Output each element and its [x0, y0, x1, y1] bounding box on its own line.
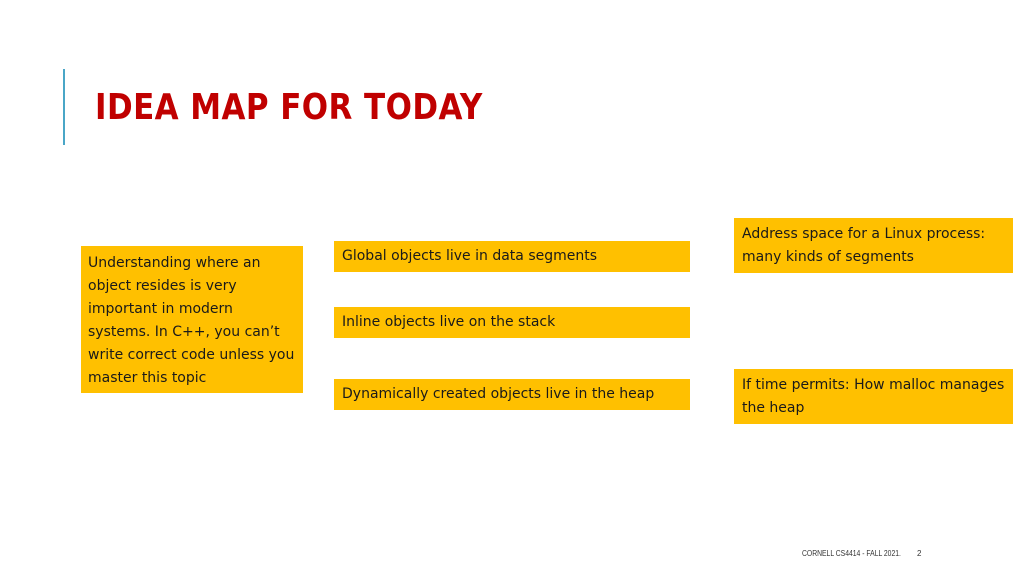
title-accent-bar	[63, 69, 65, 145]
idea-box-inline-objects: Inline objects live on the stack	[334, 307, 690, 338]
idea-box-malloc: If time permits: How malloc manages the heap	[734, 369, 1013, 424]
idea-box-address-space: Address space for a Linux process: many kinds of segments	[734, 218, 1013, 273]
footer-course-label: CORNELL CS4414 - FALL 2021.	[802, 549, 901, 558]
footer-page-number: 2	[917, 549, 922, 558]
slide-title: IDEA MAP FOR TODAY	[95, 87, 483, 128]
idea-box-overview: Understanding where an object resides is very important in modern systems. In C++, you can’t write correct code unless you master this topic	[81, 246, 303, 393]
idea-box-global-objects: Global objects live in data segments	[334, 241, 690, 272]
idea-box-heap-objects: Dynamically created objects live in the heap	[334, 379, 690, 410]
